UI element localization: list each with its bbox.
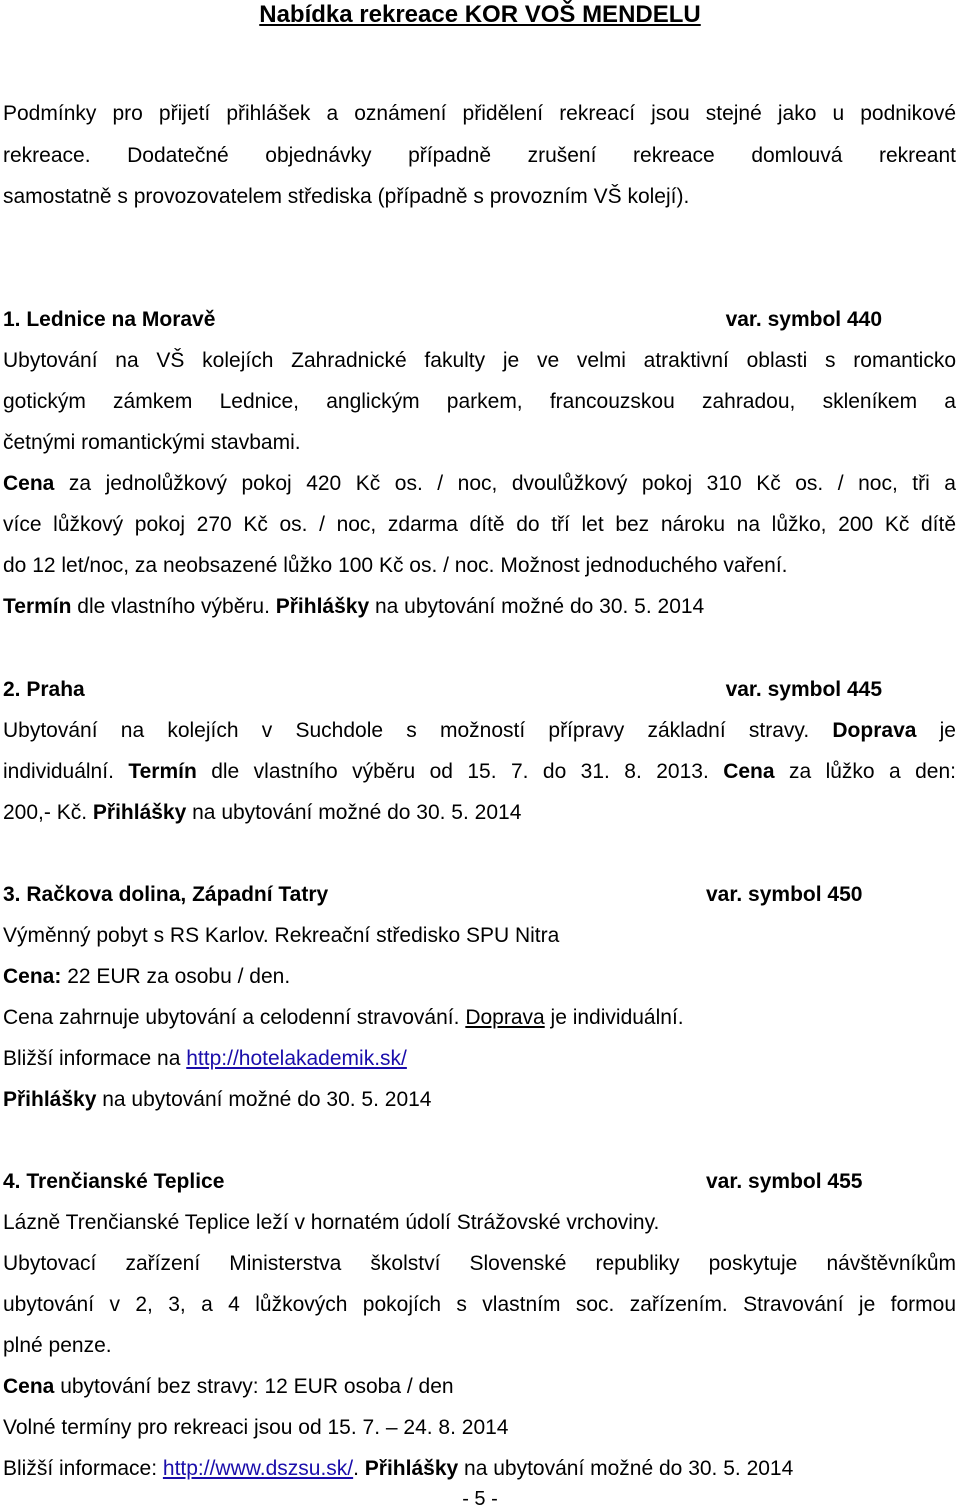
section-2-symbol: var. symbol 445 <box>725 678 882 701</box>
s2-line-1 <box>3 718 956 743</box>
s3-apply-label: Přihlášky <box>3 1088 97 1111</box>
s2-indiv-text: individuální. <box>3 760 129 783</box>
section-3-heading <box>3 882 882 907</box>
section-4-symbol: var. symbol 455 <box>706 1170 863 1193</box>
section-1-title: 1. Lednice na Moravě <box>3 308 216 331</box>
intro-line-3: samostatně s provozovatelem střediska (případně s provozním VŠ kolejí). <box>3 185 690 208</box>
s3-info-label: Bližší informace na <box>3 1047 187 1070</box>
intro-line-2: rekreace. Dodatečné objednávky případně zrušení rekreace domlouvá rekreant <box>3 144 956 167</box>
s3-line-3 <box>3 1005 956 1030</box>
section-1-heading <box>3 307 882 332</box>
s2-transport-label: Doprava <box>832 719 917 742</box>
s2-price-value: 200,- Kč. <box>3 801 93 824</box>
s1-line-6: do 12 let/noc, za neobsazené lůžko 100 Kč os. / noc. Možnost jednoduchého vaření. <box>3 554 788 577</box>
s4-info-link[interactable]: http://www.dszsu.sk/ <box>162 1457 354 1480</box>
s1-apply-text: na ubytování možné do 30. 5. 2014 <box>369 595 705 618</box>
section-2-title: 2. Praha <box>3 678 85 701</box>
s1-term-label: Termín <box>3 595 72 618</box>
s4-line-6: Volné termíny pro rekreaci jsou od 15. 7. – 24. 8. 2014 <box>3 1416 509 1439</box>
s2-apply-label: Přihlášky <box>92 801 187 824</box>
s4-info-label: Bližší informace: <box>3 1457 163 1480</box>
s2-apply-text: na ubytování možné do 30. 5. 2014 <box>186 801 522 824</box>
s1-term-text: dle vlastního výběru. <box>71 595 276 618</box>
s1-line-5: více lůžkový pokoj 270 Kč os. / noc, zdarma dítě do tří let bez nároku na lůžko, 200 Kč dítě <box>3 513 956 536</box>
s1-line-7 <box>3 594 956 619</box>
s3-line-4 <box>3 1046 956 1071</box>
s4-sep: . <box>353 1457 365 1480</box>
s4-price-text: ubytování bez stravy: 12 EUR osoba / den <box>54 1375 454 1398</box>
s2-price-text: za lůžko a den: <box>774 760 956 783</box>
s3-line-2 <box>3 964 956 989</box>
section-4-heading <box>3 1169 882 1194</box>
s4-line-5 <box>3 1374 956 1399</box>
s2-line-3 <box>3 800 956 825</box>
section-1-symbol: var. symbol 440 <box>725 308 882 331</box>
s3-line-1: Výměnný pobyt s RS Karlov. Rekreační středisko SPU Nitra <box>3 924 560 947</box>
section-2-heading <box>3 677 882 702</box>
s1-line-2: gotickým zámkem Lednice, anglickým parkem, francouzskou zahradou, skleníkem a <box>3 390 956 413</box>
s2-term-text: dle vlastního výběru od 15. 7. do 31. 8. 2013. <box>196 760 724 783</box>
s3-price-label: Cena: <box>3 965 62 988</box>
s4-apply-label: Přihlášky <box>364 1457 459 1480</box>
page-number: - 5 - <box>462 1488 498 1510</box>
section-3-title: 3. Račkova dolina, Západní Tatry <box>3 883 329 906</box>
s4-line-2: Ubytovací zařízení Ministerstva školství Slovenské republiky poskytuje návštěvníkům <box>3 1252 956 1275</box>
s1-line-4 <box>3 471 956 496</box>
section-4-title: 4. Trenčianské Teplice <box>3 1170 225 1193</box>
s4-apply-text: na ubytování možné do 30. 5. 2014 <box>458 1457 794 1480</box>
s2-line-2 <box>3 759 956 784</box>
s4-line-4: plné penze. <box>3 1334 112 1357</box>
s4-price-label: Cena <box>3 1375 55 1398</box>
page-title: Nabídka rekreace KOR VOŠ MENDELU <box>259 1 701 28</box>
s4-line-3: ubytování v 2, 3, a 4 lůžkových pokojích s vlastním soc. zařízením. Stravování je formou <box>3 1293 956 1316</box>
s1-price-text: za jednolůžkový pokoj 420 Kč os. / noc, dvoulůžkový pokoj 310 Kč os. / noc, tři a <box>54 472 956 495</box>
s3-includes-text: Cena zahrnuje ubytování a celodenní stravování. <box>3 1006 466 1029</box>
s4-line-1: Lázně Trenčianské Teplice leží v hornatém údolí Strážovské vrchoviny. <box>3 1211 660 1234</box>
s2-price-label: Cena <box>723 760 775 783</box>
s1-apply-label: Přihlášky <box>275 595 370 618</box>
s3-transport-label: Doprava <box>465 1006 545 1029</box>
s3-info-link[interactable]: http://hotelakademik.sk/ <box>186 1047 407 1070</box>
s1-price-label: Cena <box>3 472 55 495</box>
s1-line-3: četnými romantickými stavbami. <box>3 431 301 454</box>
s4-line-7 <box>3 1456 956 1481</box>
s1-line-1: Ubytování na VŠ kolejích Zahradnické fakulty je ve velmi atraktivní oblasti s romanticko <box>3 349 956 372</box>
s3-price-text: 22 EUR za osobu / den. <box>61 965 291 988</box>
s2-term-label: Termín <box>128 760 197 783</box>
s2-accom-text: Ubytování na kolejích v Suchdole s možností přípravy základní stravy. <box>3 719 833 742</box>
intro-line-1: Podmínky pro přijetí přihlášek a oznámení přidělení rekreací jsou stejné jako u podnikové <box>3 102 956 125</box>
section-3-symbol: var. symbol 450 <box>706 883 863 906</box>
s3-transport-text: je individuální. <box>544 1006 684 1029</box>
s3-apply-text: na ubytování možné do 30. 5. 2014 <box>96 1088 432 1111</box>
s3-line-5 <box>3 1087 956 1112</box>
s2-transport-text: je <box>916 719 956 742</box>
